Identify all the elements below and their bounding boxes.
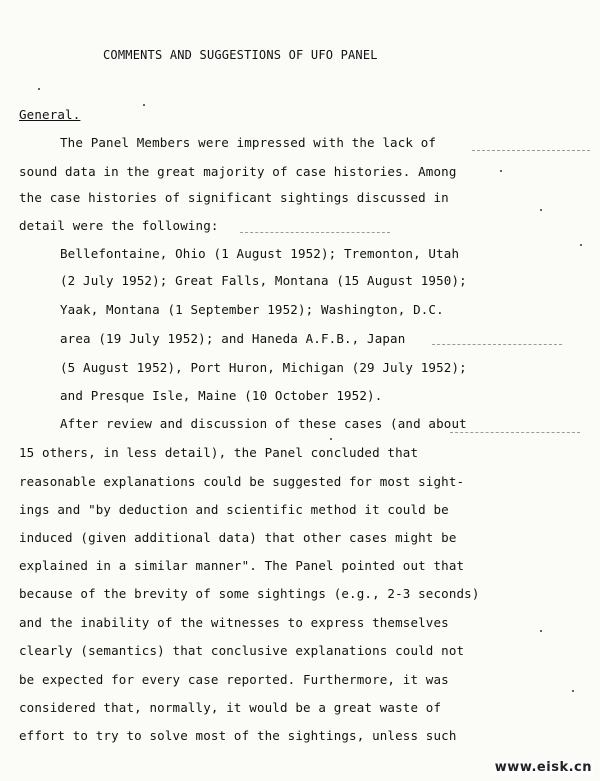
body-line: induced (given additional data) that other cases might be	[19, 530, 457, 545]
body-line: clearly (semantics) that conclusive explanations could not	[19, 643, 465, 658]
body-line: (2 July 1952); Great Falls, Montana (15 August 1950);	[60, 273, 467, 288]
scan-speck	[330, 438, 332, 440]
body-line: effort to try to solve most of the sightings, unless such	[19, 728, 457, 743]
body-line: Bellefontaine, Ohio (1 August 1952); Tremonton, Utah	[60, 246, 460, 261]
scan-smudge	[450, 432, 580, 434]
scan-speck	[540, 209, 542, 211]
body-line: Yaak, Montana (1 September 1952); Washington, D.C.	[60, 302, 444, 317]
watermark: www.eisk.cn	[494, 760, 592, 775]
body-line: 15 others, in less detail), the Panel concluded that	[19, 445, 419, 460]
scan-speck	[500, 170, 502, 172]
body-line: the case histories of significant sightings discussed in	[19, 190, 449, 205]
body-line: area (19 July 1952); and Haneda A.F.B., Japan	[60, 331, 406, 346]
body-line: (5 August 1952), Port Huron, Michigan (29 July 1952);	[60, 360, 467, 375]
body-line: considered that, normally, it would be a great waste of	[19, 700, 442, 715]
body-line: sound data in the great majority of case histories. Among	[19, 164, 457, 179]
scan-speck	[580, 244, 582, 246]
body-line: The Panel Members were impressed with the lack of	[60, 135, 437, 150]
scan-smudge	[240, 232, 390, 234]
body-line: ings and "by deduction and scientific method it could be	[19, 502, 449, 517]
document-title: COMMENTS AND SUGGESTIONS OF UFO PANEL	[103, 48, 378, 62]
scan-smudge	[432, 344, 562, 346]
body-line: detail were the following:	[19, 218, 219, 233]
scan-speck	[540, 630, 542, 632]
scan-smudge	[472, 150, 590, 152]
scan-speck	[38, 88, 40, 90]
body-line: because of the brevity of some sightings (e.g., 2-3 seconds)	[19, 586, 480, 601]
body-line: explained in a similar manner". The Panel pointed out that	[19, 558, 465, 573]
body-line: and Presque Isle, Maine (10 October 1952).	[60, 388, 383, 403]
section-heading: General.	[19, 107, 81, 122]
body-line: and the inability of the witnesses to express themselves	[19, 615, 449, 630]
body-line: reasonable explanations could be suggested for most sight-	[19, 474, 465, 489]
scan-speck	[143, 104, 145, 106]
body-line: After review and discussion of these cases (and about	[60, 416, 467, 431]
scan-speck	[572, 690, 574, 692]
body-line: be expected for every case reported. Furthermore, it was	[19, 672, 449, 687]
